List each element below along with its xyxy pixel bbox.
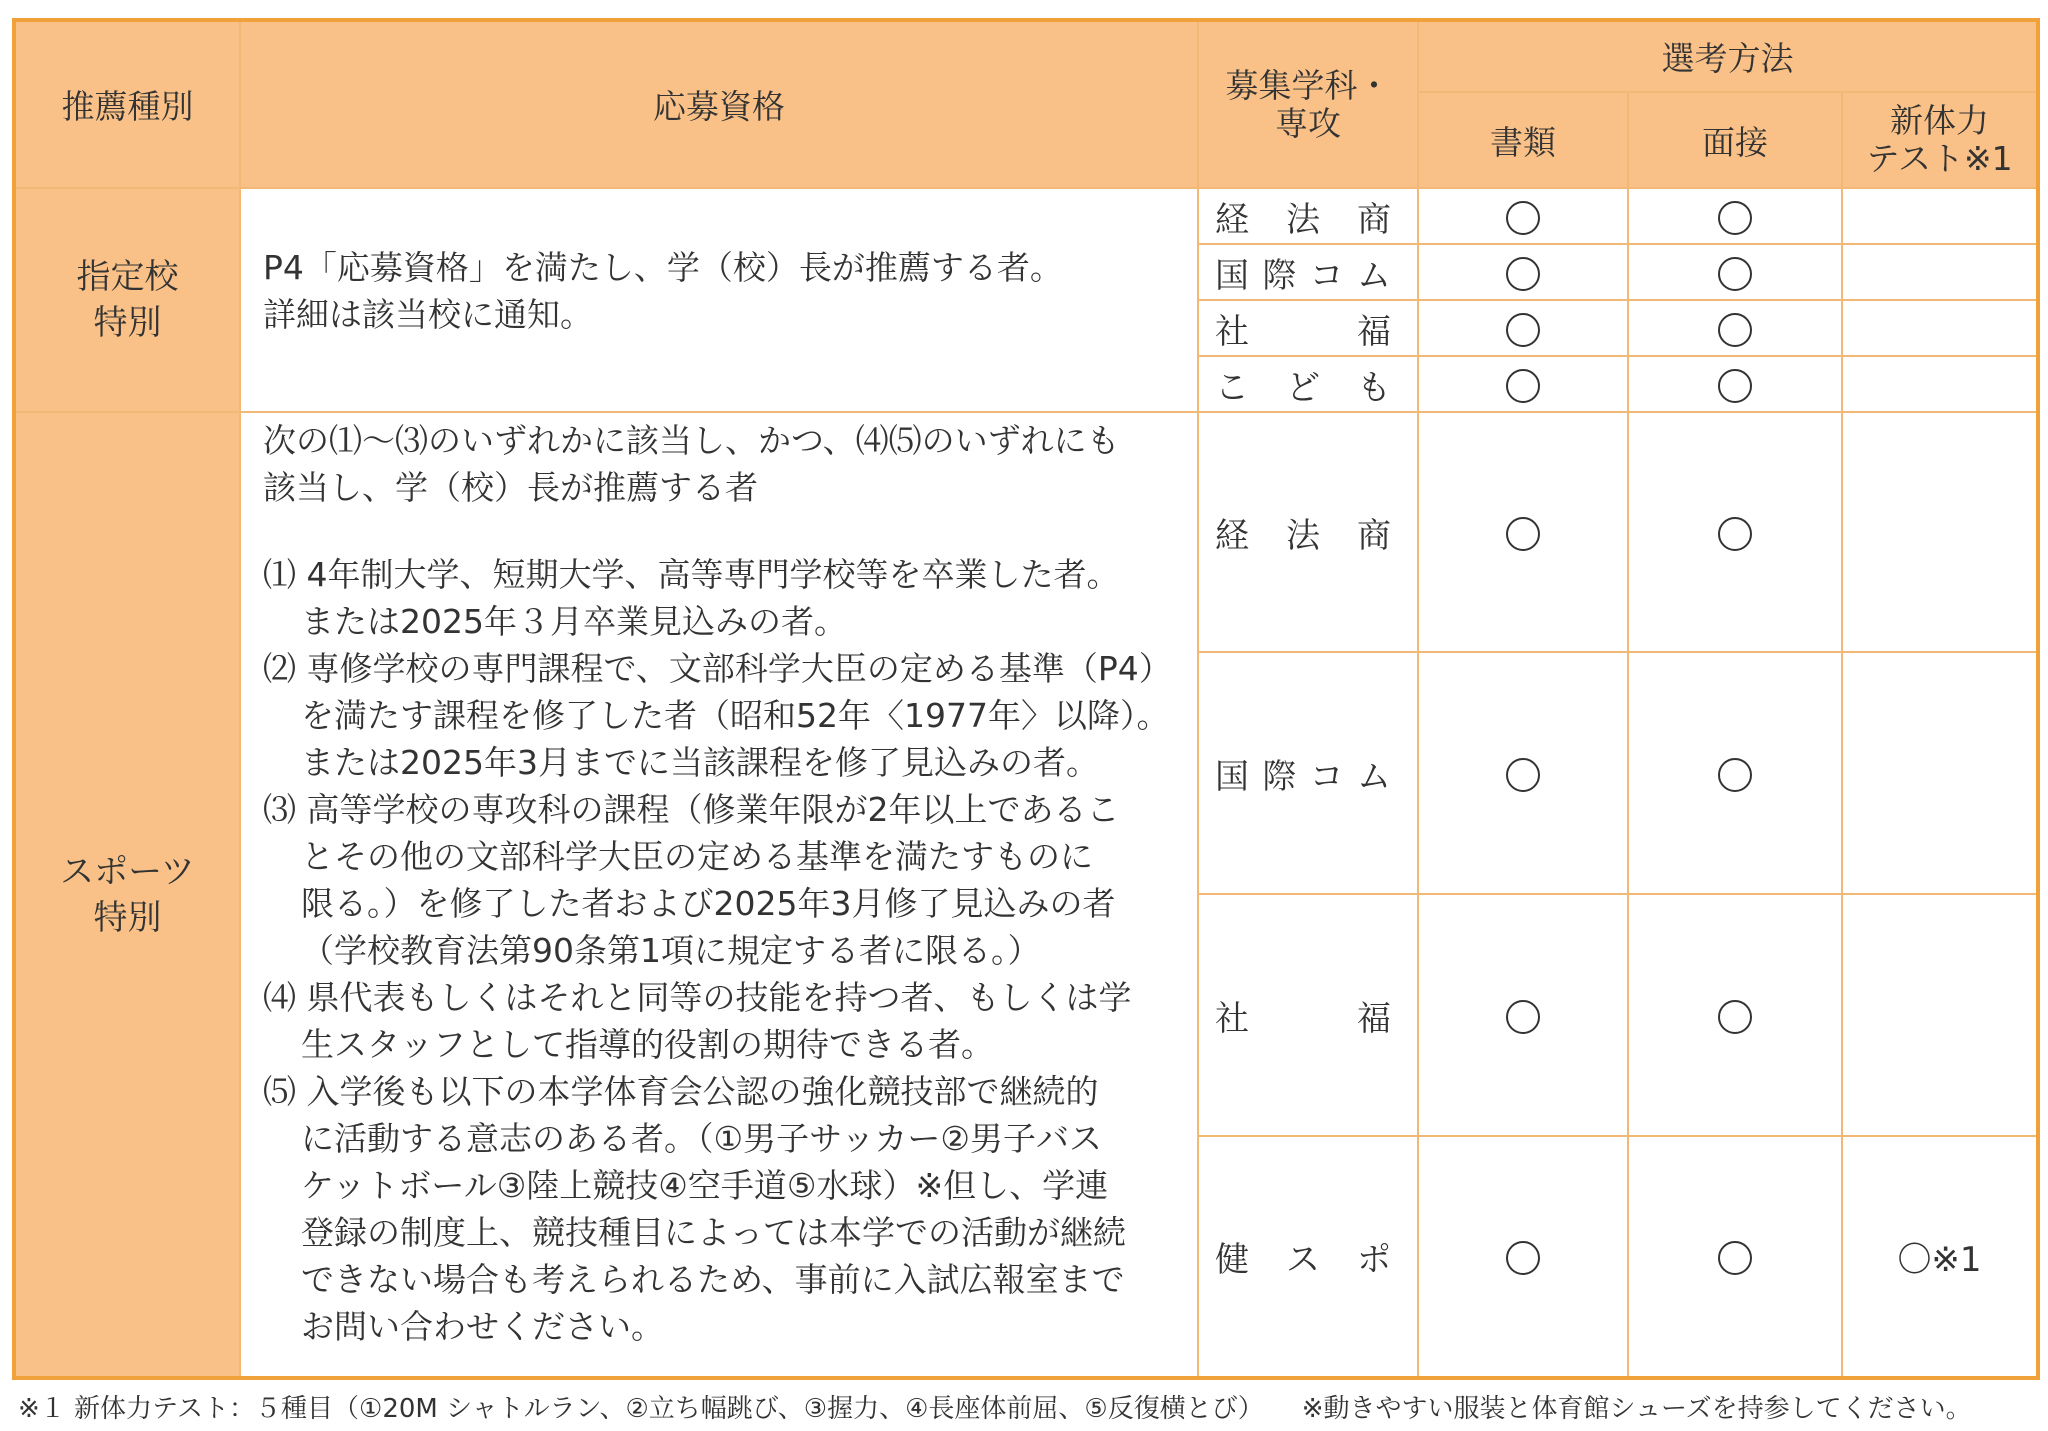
header-docs: 書類 xyxy=(1418,92,1628,188)
circle-mark xyxy=(1506,201,1540,235)
sports-keihou-interview xyxy=(1628,412,1842,652)
item-line: 限る。）を修了した者および2025年3月修了見込みの者 xyxy=(301,884,1116,923)
designated-type xyxy=(14,188,240,412)
sports-type-line2: 特別 xyxy=(93,897,162,938)
sports-intro-line2: 該当し、学（校）長が推薦する者 xyxy=(263,468,758,507)
designated-shafuku-docs xyxy=(1418,300,1628,356)
sports-type xyxy=(14,412,240,1378)
sports-item-4 xyxy=(263,974,1183,1068)
designated-type-line2: 特別 xyxy=(93,303,162,343)
circle-mark xyxy=(1718,313,1752,347)
sports-kensupo-fitness xyxy=(1842,1136,2038,1378)
item-line: とその他の文部科学大臣の定める基準を満たすものに xyxy=(301,837,1093,876)
circle-mark xyxy=(1506,1000,1540,1034)
sports-type-line1: スポーツ xyxy=(60,851,195,892)
designated-kokusai-interview xyxy=(1628,244,1842,300)
sports-intro-line1: 次の⑴〜⑶のいずれかに該当し、かつ、⑷⑸のいずれにも xyxy=(263,421,1120,460)
header-department xyxy=(1198,20,1418,188)
item-line: （学校教育法第90条第1項に規定する者に限る。） xyxy=(301,931,1041,970)
circle-mark xyxy=(1718,1000,1752,1034)
sports-shafuku-fitness xyxy=(1842,894,2038,1136)
designated-qual-line2: 詳細は該当校に通知。 xyxy=(263,295,593,334)
item-line: に活動する意志のある者。（①男子サッカー②男子バス xyxy=(301,1119,1103,1158)
footnote-fitness-test: ※１ 新体力テスト：５種目（①20M シャトルラン、②立ち幅跳び、③握力、④長座体前屈、⑤反復横とび） xyxy=(18,1394,1264,1424)
designated-qual-line1: P4「応募資格」を満たし、学（校）長が推薦する者。 xyxy=(263,248,1063,287)
sports-dept-kokusai: 国 際 コ ム xyxy=(1198,652,1418,894)
circle-mark xyxy=(1506,257,1540,291)
footnote xyxy=(18,1388,1972,1425)
designated-keihou-interview xyxy=(1628,188,1842,244)
item-line: を満たす課程を修了した者（昭和52年〈1977年〉以降）。 xyxy=(301,696,1170,735)
designated-shafuku-fitness xyxy=(1842,300,2038,356)
sports-keihou-docs xyxy=(1418,412,1628,652)
header-qualification: 応募資格 xyxy=(240,20,1198,188)
designated-kodomo-interview xyxy=(1628,356,1842,412)
circle-mark xyxy=(1506,517,1540,551)
item-line: 県代表もしくはそれと同等の技能を持つ者、もしくは学 xyxy=(306,978,1132,1017)
sports-item-5 xyxy=(263,1068,1183,1350)
item-line: 入学後も以下の本学体育会公認の強化競技部で継続的 xyxy=(306,1072,1099,1111)
item-line: できない場合も考えられるため、事前に入試広報室まで xyxy=(301,1260,1125,1299)
sports-qualification xyxy=(240,412,1198,1378)
designated-qualification xyxy=(240,188,1198,412)
circle-mark xyxy=(1718,369,1752,403)
designated-shafuku-interview xyxy=(1628,300,1842,356)
item-line: ケットボール③陸上競技④空手道⑤水球）※但し、学連 xyxy=(301,1166,1109,1205)
header-dept-line1: 募集学科・ xyxy=(1225,65,1391,105)
sports-kensupo-interview xyxy=(1628,1136,1842,1378)
sports-kokusai-fitness xyxy=(1842,652,2038,894)
header-type: 推薦種別 xyxy=(14,20,240,188)
circle-mark xyxy=(1718,257,1752,291)
sports-item-3 xyxy=(263,786,1183,974)
footnote-clothing: ※動きやすい服装と体育館シューズを持参してください。 xyxy=(1301,1394,1972,1424)
sports-kokusai-interview xyxy=(1628,652,1842,894)
designated-type-line1: 指定校 xyxy=(76,257,179,297)
header-fitness xyxy=(1842,92,2038,188)
item-line: または2025年３月卒業見込みの者。 xyxy=(301,602,847,641)
header-interview: 面接 xyxy=(1628,92,1842,188)
sports-dept-shafuku: 社 福 xyxy=(1198,894,1418,1136)
sports-kokusai-docs xyxy=(1418,652,1628,894)
item-number: ⑸ xyxy=(263,1072,296,1111)
circle-mark xyxy=(1718,517,1752,551)
circle-mark xyxy=(1506,1241,1540,1275)
admission-table xyxy=(12,18,2040,1380)
circle-mark xyxy=(1718,1241,1752,1275)
circle-mark xyxy=(1506,369,1540,403)
sports-item-2 xyxy=(263,645,1183,786)
item-number: ⑴ xyxy=(263,555,296,594)
sports-dept-kensupo: 健 ス ポ xyxy=(1198,1136,1418,1378)
item-line: お問い合わせください。 xyxy=(301,1307,664,1346)
designated-keihou-docs xyxy=(1418,188,1628,244)
item-line: 生スタッフとして指導的役割の期待できる者。 xyxy=(301,1025,994,1064)
fitness-note: 〇※1 xyxy=(1897,1240,1982,1280)
designated-dept-shafuku: 社 福 xyxy=(1198,300,1418,356)
circle-mark xyxy=(1506,758,1540,792)
header-dept-line2: 専攻 xyxy=(1275,103,1341,143)
sports-dept-keihou: 経 法 商 xyxy=(1198,412,1418,652)
item-line: または2025年3月までに当該課程を修了見込みの者。 xyxy=(301,743,1099,782)
designated-kodomo-fitness xyxy=(1842,356,2038,412)
designated-kodomo-docs xyxy=(1418,356,1628,412)
designated-kokusai-docs xyxy=(1418,244,1628,300)
item-line: 専修学校の専門課程で、文部科学大臣の定める基準（P4） xyxy=(306,649,1172,688)
sports-shafuku-interview xyxy=(1628,894,1842,1136)
sports-keihou-fitness xyxy=(1842,412,2038,652)
item-number: ⑵ xyxy=(263,649,296,688)
item-number: ⑷ xyxy=(263,978,296,1017)
header-method: 選考方法 xyxy=(1418,20,2038,92)
sports-shafuku-docs xyxy=(1418,894,1628,1136)
circle-mark xyxy=(1718,201,1752,235)
item-line: 高等学校の専攻科の課程（修業年限が2年以上であるこ xyxy=(306,790,1120,829)
sports-item-1 xyxy=(263,551,1183,645)
item-line: 4年制大学、短期大学、高等専門学校等を卒業した者。 xyxy=(306,555,1120,594)
header-fitness-line2: テスト※1 xyxy=(1866,139,2013,178)
designated-dept-kodomo: こ ど も xyxy=(1198,356,1418,412)
item-number: ⑶ xyxy=(263,790,296,829)
designated-kokusai-fitness xyxy=(1842,244,2038,300)
sports-kensupo-docs xyxy=(1418,1136,1628,1378)
designated-dept-kokusai: 国 際 コ ム xyxy=(1198,244,1418,300)
circle-mark xyxy=(1506,313,1540,347)
item-line: 登録の制度上、競技種目によっては本学での活動が継続 xyxy=(301,1213,1126,1252)
circle-mark xyxy=(1718,758,1752,792)
header-fitness-line1: 新体力 xyxy=(1890,101,1989,140)
designated-keihou-fitness xyxy=(1842,188,2038,244)
designated-dept-keihou: 経 法 商 xyxy=(1198,188,1418,244)
